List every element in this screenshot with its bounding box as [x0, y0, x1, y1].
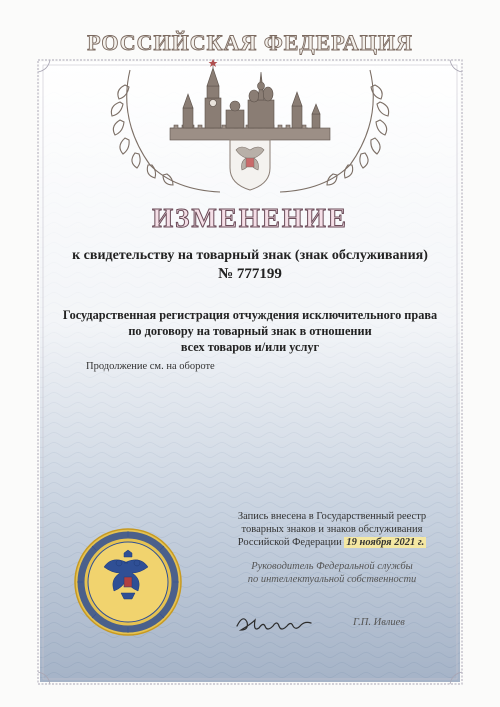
- registration-number: № 777199: [218, 266, 282, 282]
- certificate-subtitle: к свидетельству на товарный знак (знак обслуживания): [72, 248, 428, 263]
- record-line: товарных знаков и знаков обслуживания: [241, 524, 423, 535]
- record-date: 19 ноября 2021 г.: [346, 537, 425, 548]
- registry-record: [232, 510, 432, 549]
- signatory-title-line: по интеллектуальной собственности: [247, 574, 417, 585]
- signatory-title: [232, 560, 432, 586]
- double-headed-eagle-icon: [230, 140, 270, 190]
- signatory-name: Г.П. Ивлиев: [353, 617, 405, 628]
- continued-note: Продолжение см. на обороте: [86, 361, 215, 372]
- handwritten-signature: [235, 612, 315, 634]
- country-title: РОССИЙСКАЯ ФЕДЕРАЦИЯ: [87, 30, 413, 55]
- signatory-title-line: Руководитель Федеральной службы: [251, 561, 413, 572]
- record-date-line: [232, 536, 432, 549]
- description-line: всех товаров и/или услуг: [180, 340, 320, 354]
- official-seal: [73, 527, 183, 637]
- record-date-prefix: Российской Федерации: [237, 537, 342, 548]
- record-line: Запись внесена в Государственный реестр: [237, 511, 427, 522]
- document-type-title: ИЗМЕНЕНИЕ: [152, 203, 348, 233]
- change-description: [60, 307, 440, 355]
- description-line: Государственная регистрация отчуждения исключительного права: [62, 308, 438, 322]
- description-line: по договору на товарный знак в отношении: [128, 324, 372, 338]
